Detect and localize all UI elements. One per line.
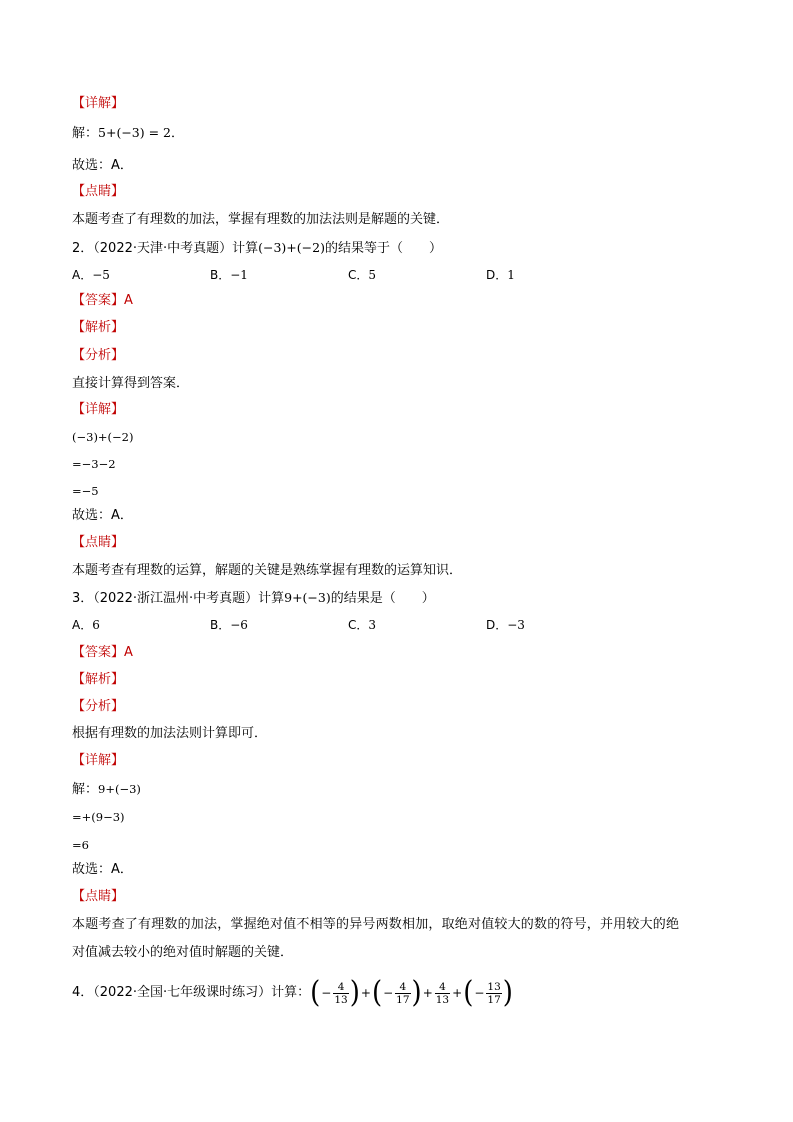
q3-option-a: A．6 (72, 618, 100, 632)
q4-expression (310, 975, 513, 1011)
right-paren: ) (349, 975, 360, 1011)
q3-stem-suffix: 的结果是（ ） (330, 591, 435, 606)
q2-stem-prefix: 2．（2022·天津·中考真题）计算 (72, 241, 259, 256)
q3-comment-text-1: 本题考查了有理数的加法，掌握绝对值不相等的异号两数相加，取绝对值较大的数的符号，并用较大的绝 (72, 917, 680, 932)
q4-plus-2: + (422, 986, 433, 1000)
q3-stem-prefix: 3．（2022·浙江温州·中考真题）计算 (72, 591, 285, 606)
q2-answer-header: 【答案】 (72, 293, 125, 308)
detail-prefix: 解： (72, 126, 99, 141)
q3-analyze-text: 根据有理数的加法法则计算即可． (72, 726, 268, 741)
q2-answer (72, 293, 133, 309)
q3-stem-math: 9+(−3) (284, 590, 331, 605)
q4-plus-1: + (360, 986, 371, 1000)
q3-analysis-header: 【解析】 (72, 672, 125, 687)
q3-option-c: C．3 (348, 618, 377, 632)
choose-line (72, 158, 133, 174)
q3-step-3: =6 (72, 838, 89, 852)
q2-option-b: B．−1 (210, 268, 248, 282)
detail-math: 5+(−3) = 2 (98, 125, 171, 140)
q4-stem-prefix: 4．（2022·全国·七年级课时练习）计算： (72, 985, 311, 1000)
q2-option-c: C．5 (348, 268, 377, 282)
q4-fraction-4: $\frac{13}{17}$ (487, 980, 501, 1006)
q3-option-d: D．−3 (486, 618, 525, 632)
q2-step-1: (−3)+(−2) (72, 430, 134, 444)
q2-step-3: =−5 (72, 484, 99, 498)
q2-choose: 故选：A． (72, 508, 133, 523)
q3-detail-line (72, 781, 141, 798)
detail-line (72, 125, 184, 142)
q3-answer (72, 645, 133, 661)
choose-text: 故选：A． (72, 158, 133, 173)
q3-answer-value: A (124, 645, 133, 660)
q2-analyze-text: 直接计算得到答案． (72, 376, 190, 391)
q2-option-a: A．−5 (72, 268, 110, 282)
detail-end: ． (171, 126, 185, 141)
q4-stem (72, 975, 513, 1011)
right-paren: ) (502, 975, 513, 1011)
q3-detail-header: 【详解】 (72, 753, 125, 768)
q3-step-1: 9+(−3) (98, 782, 141, 796)
comment-text: 本题考查了有理数的加法，掌握有理数的加法法则是解题的关键． (72, 212, 450, 227)
q2-detail-header: 【详解】 (72, 402, 125, 417)
q2-stem-math: (−3)+(−2) (258, 240, 325, 255)
q2-stem-suffix: 的结果等于（ ） (324, 241, 442, 256)
q4-sign-1: − (321, 986, 332, 1000)
q2-comment-text: 本题考查有理数的运算，解题的关键是熟练掌握有理数的运算知识． (72, 563, 463, 578)
q3-detail-prefix: 解： (72, 782, 99, 797)
q2-option-d: D．1 (486, 268, 515, 282)
q3-answer-header: 【答案】 (72, 645, 125, 660)
left-paren: ( (371, 975, 383, 1011)
q3-option-b: B．−6 (210, 618, 248, 632)
left-paren: ( (310, 975, 321, 1011)
q2-comment-header: 【点睛】 (72, 535, 125, 550)
q4-plus-3: + (452, 986, 463, 1000)
q3-comment-header: 【点睛】 (72, 889, 125, 904)
q2-analysis-header: 【解析】 (72, 320, 125, 335)
q3-analyze-header: 【分析】 (72, 699, 125, 714)
q3-comment-text-2: 对值减去较小的绝对值时解题的关键． (72, 945, 294, 960)
detail-header: 【详解】 (72, 96, 125, 111)
q3-step-2: =+(9−3) (72, 810, 125, 824)
q2-answer-value: A (124, 293, 133, 308)
q2-step-2: =−3−2 (72, 457, 116, 471)
q4-fraction-1: $\frac{4}{13}$ (334, 980, 348, 1006)
q2-stem (72, 240, 442, 257)
q4-fraction-3: $\frac{4}{13}$ (435, 980, 450, 1006)
q4-sign-2: − (383, 986, 394, 1000)
q3-choose: 故选：A． (72, 862, 133, 877)
q4-sign-4: − (474, 986, 485, 1000)
q4-fraction-2: $\frac{4}{17}$ (396, 980, 410, 1006)
right-paren: ) (411, 975, 422, 1011)
q2-analyze-header: 【分析】 (72, 348, 125, 363)
q3-stem (72, 590, 435, 607)
comment-header: 【点睛】 (72, 184, 125, 199)
left-paren: ( (463, 975, 474, 1011)
